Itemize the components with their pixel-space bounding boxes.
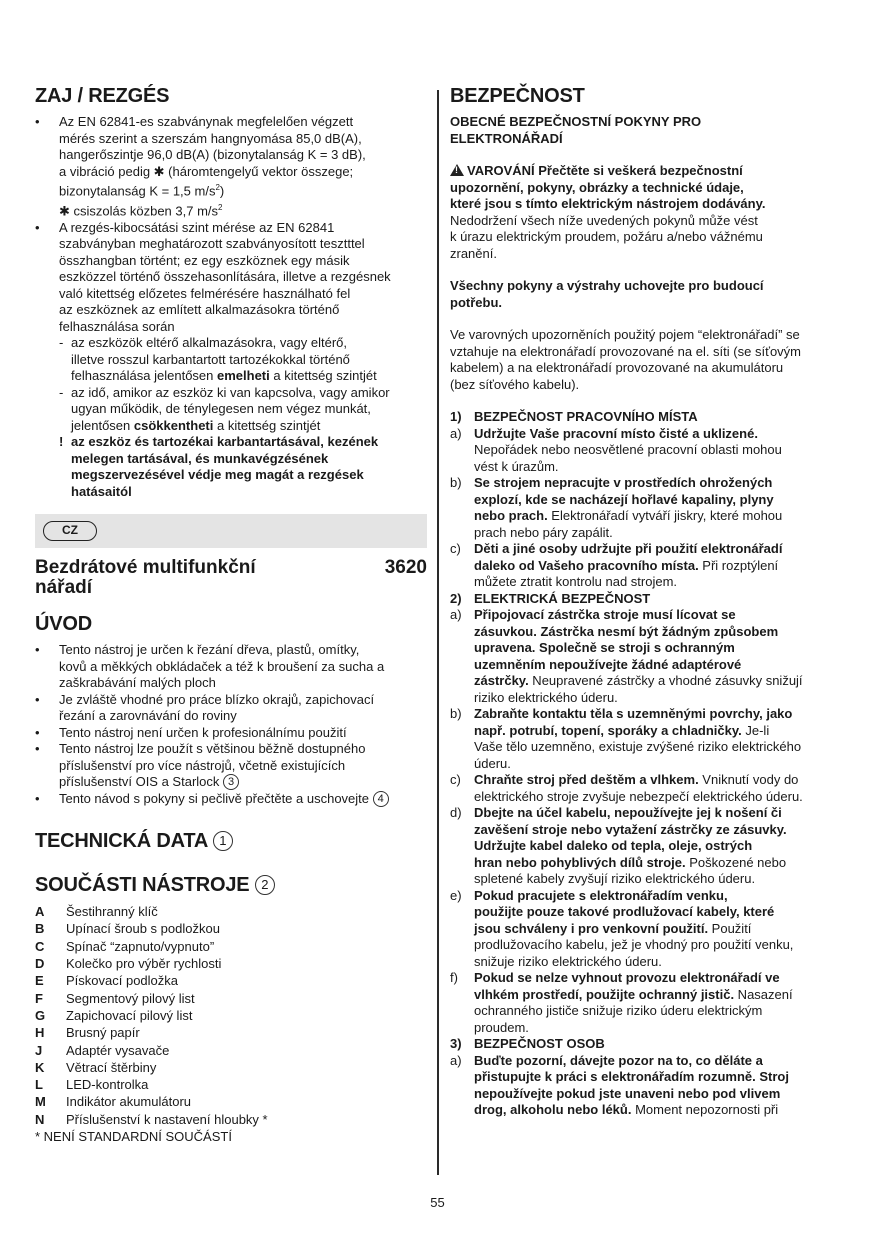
figure-ref-icon: 2 [255,875,275,895]
part-key: C [35,938,45,954]
exclamation-icon: ! [59,434,64,450]
part-label: Pískovací podložka [66,973,179,989]
page-number: 55 [430,1195,445,1210]
part-key: N [35,1111,45,1127]
list-item: f) Pokud se nelze vyhnout provozu elektronářadí ve vlhkém prostředí, použijte ochranný jistič. Nasazení ochranného jističe snižuje riziko úderu elektrickým proudem. [450,970,793,1035]
list-item: a) Udržujte Vaše pracovní místo čisté a uklizené. Nepořádek nebo neosvětlené pracovní oblasti mohou vést k úrazům. [450,425,782,474]
list-item: • Je zvláště vhodné pro práce blízko okrajů, zapichovací řezání a zarovnávání do roviny [35,691,375,724]
part-label: Kolečko pro výběr rychlosti [66,956,222,972]
list-item: a) Připojovací zástrčka stroje musí lícovat se zásuvkou. Zástrčka nesmí být žádným způsobem upravena. Společně se stroji s ochranným uzemněním nepoužívejte žádné adaptérové zástrčky. Neupravené zástrčky a vhodné zásuvky snižují riziko elektrického úderu. [450,607,803,705]
warning-icon [450,164,464,176]
parts-list-item [35,1042,427,1059]
part-key: K [35,1059,45,1075]
part-label: Upínací šroub s podložkou [66,921,220,937]
figure-ref-icon: 3 [223,774,239,790]
list-item: • Tento nástroj není určen k profesionálnímu použití [35,724,347,740]
bullet-icon: • [35,790,40,806]
parts-list-item [35,1111,427,1128]
product-name: Bezdrátové multifunkční [35,557,256,579]
part-key: G [35,1007,46,1023]
product-header: Bezdrátové multifunkční nářadí 3620 [35,557,427,599]
list-item: d) Dbejte na účel kabelu, nepoužívejte jej k nošení či zavěšení stroje nebo vytažení zástrčky ze zásuvky. Udržujte kabel daleko od tepla, oleje, ostrých hran nebo pohyblivých dílů stroje. Poškozené nebo spletené kabely zvyšují riziko elektrického úderu. [450,805,787,886]
sub-list-item: - az eszközök eltérő alkalmazásokra, vagy eltérő, illetve rosszul karbantartott tartozékokkal történő felhasználása jelentősen emelheti a kitettség szintjét [59,335,377,384]
bullet-icon: • [35,114,40,129]
list-item: • Tento nástroj lze použít s většinou běžně dostupného příslušenství pro více nástrojů, včetně existujících příslušenství OIS a Starlock 3 [35,741,366,790]
parts-list-item [35,938,427,955]
section-title-parts: SOUČÁSTI NÁSTROJE 2 [35,873,427,897]
figure-ref-icon: 4 [373,791,389,807]
parts-list-item [35,1093,427,1110]
bullet-icon: • [35,724,40,740]
list-item: c) Chraňte stroj před deštěm a vlhkem. Vniknutí vody do elektrického stroje zvyšuje nebezpečí elektrického úderu. [450,772,803,804]
list-item: c) Děti a jiné osoby udržujte při použití elektronářadí daleko od Vašeho pracovního místa. Při rozptýlení můžete ztratit kontrolu nad strojem. [450,541,783,589]
bullet-icon: • [35,691,40,707]
part-key: E [35,973,44,989]
list-heading: 2) ELEKTRICKÁ BEZPEČNOST [450,590,651,606]
parts-list-item [35,920,427,937]
parts-list-item [35,1007,427,1024]
part-key: H [35,1025,45,1041]
list-heading: 3) BEZPEČNOST OSOB [450,1036,605,1051]
warning-paragraph: !VAROVÁNÍ Přečtěte si veškerá bezpečnostní [450,163,842,180]
section-title-tech: TECHNICKÁ DATA 1 [35,829,427,853]
parts-list-item [35,1059,427,1076]
section-title-bezpecnost: BEZPEČNOST [450,85,585,107]
list-item: • Az EN 62841-es szabványnak megfelelően végzett mérés szerint a szerszám hangnyomása 85,0 dB(A), hangerőszintje 96,0 dB(A) (bizonytalanság K = 3 dB), a vibráció pedig ✱ (háromtengelyű vektor összege; bizonytalanság K = 1,5 $m/s^2$) ✱ csiszolás közben 3,7 $m/s^2$ [35,114,366,219]
parts-list-item [35,903,427,920]
part-label: Zapichovací pilový list [66,1007,193,1023]
parts-list-item [35,990,427,1007]
right-column: BEZPEČNOST OBECNÉ BEZPEČNOSTNÍ POKYNY PRO ELEKTRONÁŘADÍ !VAROVÁNÍ Přečtěte si veškerá bezpečnostní upozornění, pokyny, obrázky a technické údaje, které jsou s tímto elektrickým nástrojem dodávány. Nedodržení všech níže uvedených pokynů může vést k úrazu elektrickým proudem, požáru a/nebo vážnému zranění. Všechny pokyny a výstrahy uchovejte pro budoucí potřebu. Ve varovných upozorněních použitý pojem “elektronářadí” se vztahuje na elektronářadí provozované na el. síti (se síťovým kabelem) a na elektronářadí provozované na akumulátoru (bez síťového kabelu). 1) BEZPEČNOST PRACOVNÍHO MÍSTA a) Udržujte Vaše pracovní místo čisté a uklizené. Nepořádek nebo neosvětlené pracovní oblasti mohou vést k úrazům. b) Se strojem nepracujte v prostředích ohrožených explozí, kde se nacházejí hořlavé kapaliny, plyny nebo prach. Elektronářadí vytváří jiskry, které mohou prach nebo páry zapálit. c) Děti a jiné osoby udržujte při použití elektronářadí daleko od Vašeho pracovního místa. Při rozptýlení můžete ztratit kontrolu nad strojem. 2) ELEKTRICKÁ BEZPEČNOST a) Připojovací zástrčka stroje musí lícovat se zásuvkou. Zástrčka nesmí být žádným způsobem upravena. Společně se stroji s ochranným uzemněním nepoužívejte žádné adaptérové zástrčky. Neupravené zástrčky a vhodné zásuvky snižují riziko elektrického úderu. b) Zabraňte kontaktu těla s uzemněnými povrchy, jako např. potrubí, topení, sporáky a chladničky. Je-li Vaše tělo uzemněno, existuje zvýšené riziko elektrického úderu. c) Chraňte stroj před deštěm a vlhkem. Vniknutí vody do elektrického stroje zvyšuje nebezpečí elektrického úderu. d) Dbejte na účel kabelu, nepoužívejte jej k nošení či zavěšení stroje nebo vytažení zástrčky ze zásuvky. Udržujte kabel daleko od tepla, oleje, ostrých hran nebo pohyblivých dílů stroje. Poškozené nebo spletené kabely zvyšují riziko elektrického úderu. e) Pokud pracujete s elektronářadím venku, použijte pouze takové prodlužovací kabely, které jsou schváleny i pro venkovní použití. Použití prodlužovacího kabelu, jež je vhodný pro použití venku, snižuje riziko elektrického úderu. f) Pokud se nelze vyhnout provozu elektronářadí ve vlhkém prostředí, použijte ochranný jistič. Nasazení ochranného jističe snižuje riziko úderu elektrickým proudem. 3) BEZPEČNOST OSOB a) Buďte pozorní, dávejte pozor na to, co děláte a přistupujte k práci s elektronářadím rozumně. Stroj nepoužívejte pokud jste unaveni nebo pod vlivem drog, alkoholu nebo léků. Moment nepozornosti při [450,84,842,1119]
language-band [35,514,427,548]
part-key: M [35,1094,46,1110]
part-label: Spínač “zapnuto/vypnuto” [66,938,215,954]
part-label: Příslušenství k nastavení hloubky * [66,1111,268,1127]
list-item: e) Pokud pracujete s elektronářadím venku, použijte pouze takové prodlužovací kabely, které jsou schváleny i pro venkovní použití. Použití prodlužovacího kabelu, jež je vhodný pro použití venku, snižuje riziko elektrického úderu. [450,887,794,969]
figure-ref-icon: 1 [213,831,233,851]
part-key: B [35,921,45,937]
part-key: A [35,904,45,920]
language-badge: CZ [43,521,97,541]
section-title-zaj: ZAJ / REZGÉS [35,85,170,107]
parts-list [35,903,427,1128]
list-item: b) Se strojem nepracujte v prostředích ohrožených explozí, kde se nacházejí hořlavé kapaliny, plyny nebo prach. Elektronářadí vytváří jiskry, které mohou prach nebo páry zapálit. [450,475,783,540]
part-label: Adaptér vysavače [66,1042,170,1058]
list-item: b) Zabraňte kontaktu těla s uzemněnými povrchy, jako např. potrubí, topení, sporáky a chladničky. Je-li Vaše tělo uzemněno, existuje zvýšené riziko elektrického úderu. [450,706,802,771]
part-label: Větrací štěrbiny [66,1059,157,1075]
parts-list-item [35,955,427,972]
list-item: • A rezgés-kibocsátási szint mérése az EN 62841 szabványban meghatározott szabványosított tesztttel összhangban történt; ez egy eszköznek egy másik eszközzel történő összehasonlítására, illetve a rezgésnek való kitettség előzetes felmérésére használható fel az eszköznek az említett alkalmazásokra történő felhasználása során [35,219,391,334]
part-label: Brusný papír [66,1025,140,1041]
list-item: a) Buďte pozorní, dávejte pozor na to, co děláte a přistupujte k práci s elektronářadím rozumně. Stroj nepoužívejte pokud jste unaveni nebo pod vlivem drog, alkoholu nebo léků. Moment nepozornosti při [450,1052,789,1117]
bullet-icon: • [35,219,40,235]
parts-list-item [35,1024,427,1041]
column-divider [437,90,439,1175]
sub-list-item: - az idő, amikor az eszköz ki van kapcsolva, vagy amikor ugyan működik, de ténylegesen nem végez munkát, jelentősen csökkentheti a kitettség szintjét [59,384,390,433]
part-label: LED-kontrolka [66,1077,149,1093]
part-label: Šestihranný klíč [66,904,158,920]
parts-list-item [35,972,427,989]
bullet-icon: • [35,642,40,658]
bullet-icon: • [35,741,40,757]
warning-note: ! az eszköz és tartozékai karbantartásával, kezének melegen tartásával, és munkavégzésének megszervezésével védje meg magát a rezgések hatásaitól [59,434,379,499]
product-code: 3620 [384,557,427,579]
parts-list-item [35,1076,427,1093]
list-heading: 1) BEZPEČNOST PRACOVNÍHO MÍSTA [450,409,698,424]
part-key: D [35,956,45,972]
parts-note: * NENÍ STANDARDNÍ SOUČÁSTÍ [35,1129,232,1145]
part-key: J [35,1042,43,1058]
part-label: Segmentový pilový list [66,990,195,1006]
part-key: L [35,1077,43,1093]
part-key: F [35,990,43,1006]
list-item: • Tento nástroj je určen k řezání dřeva, plastů, omítky, kovů a měkkých obkládaček a též k broušení za sucha a zaškrabávání malých ploch [35,642,385,691]
list-item: • Tento návod s pokyny si pečlivě přečtěte a uschovejte 4 [35,791,427,808]
left-column [35,84,427,1145]
section-title-uvod: ÚVOD [35,613,92,636]
part-label: Indikátor akumulátoru [66,1094,192,1110]
